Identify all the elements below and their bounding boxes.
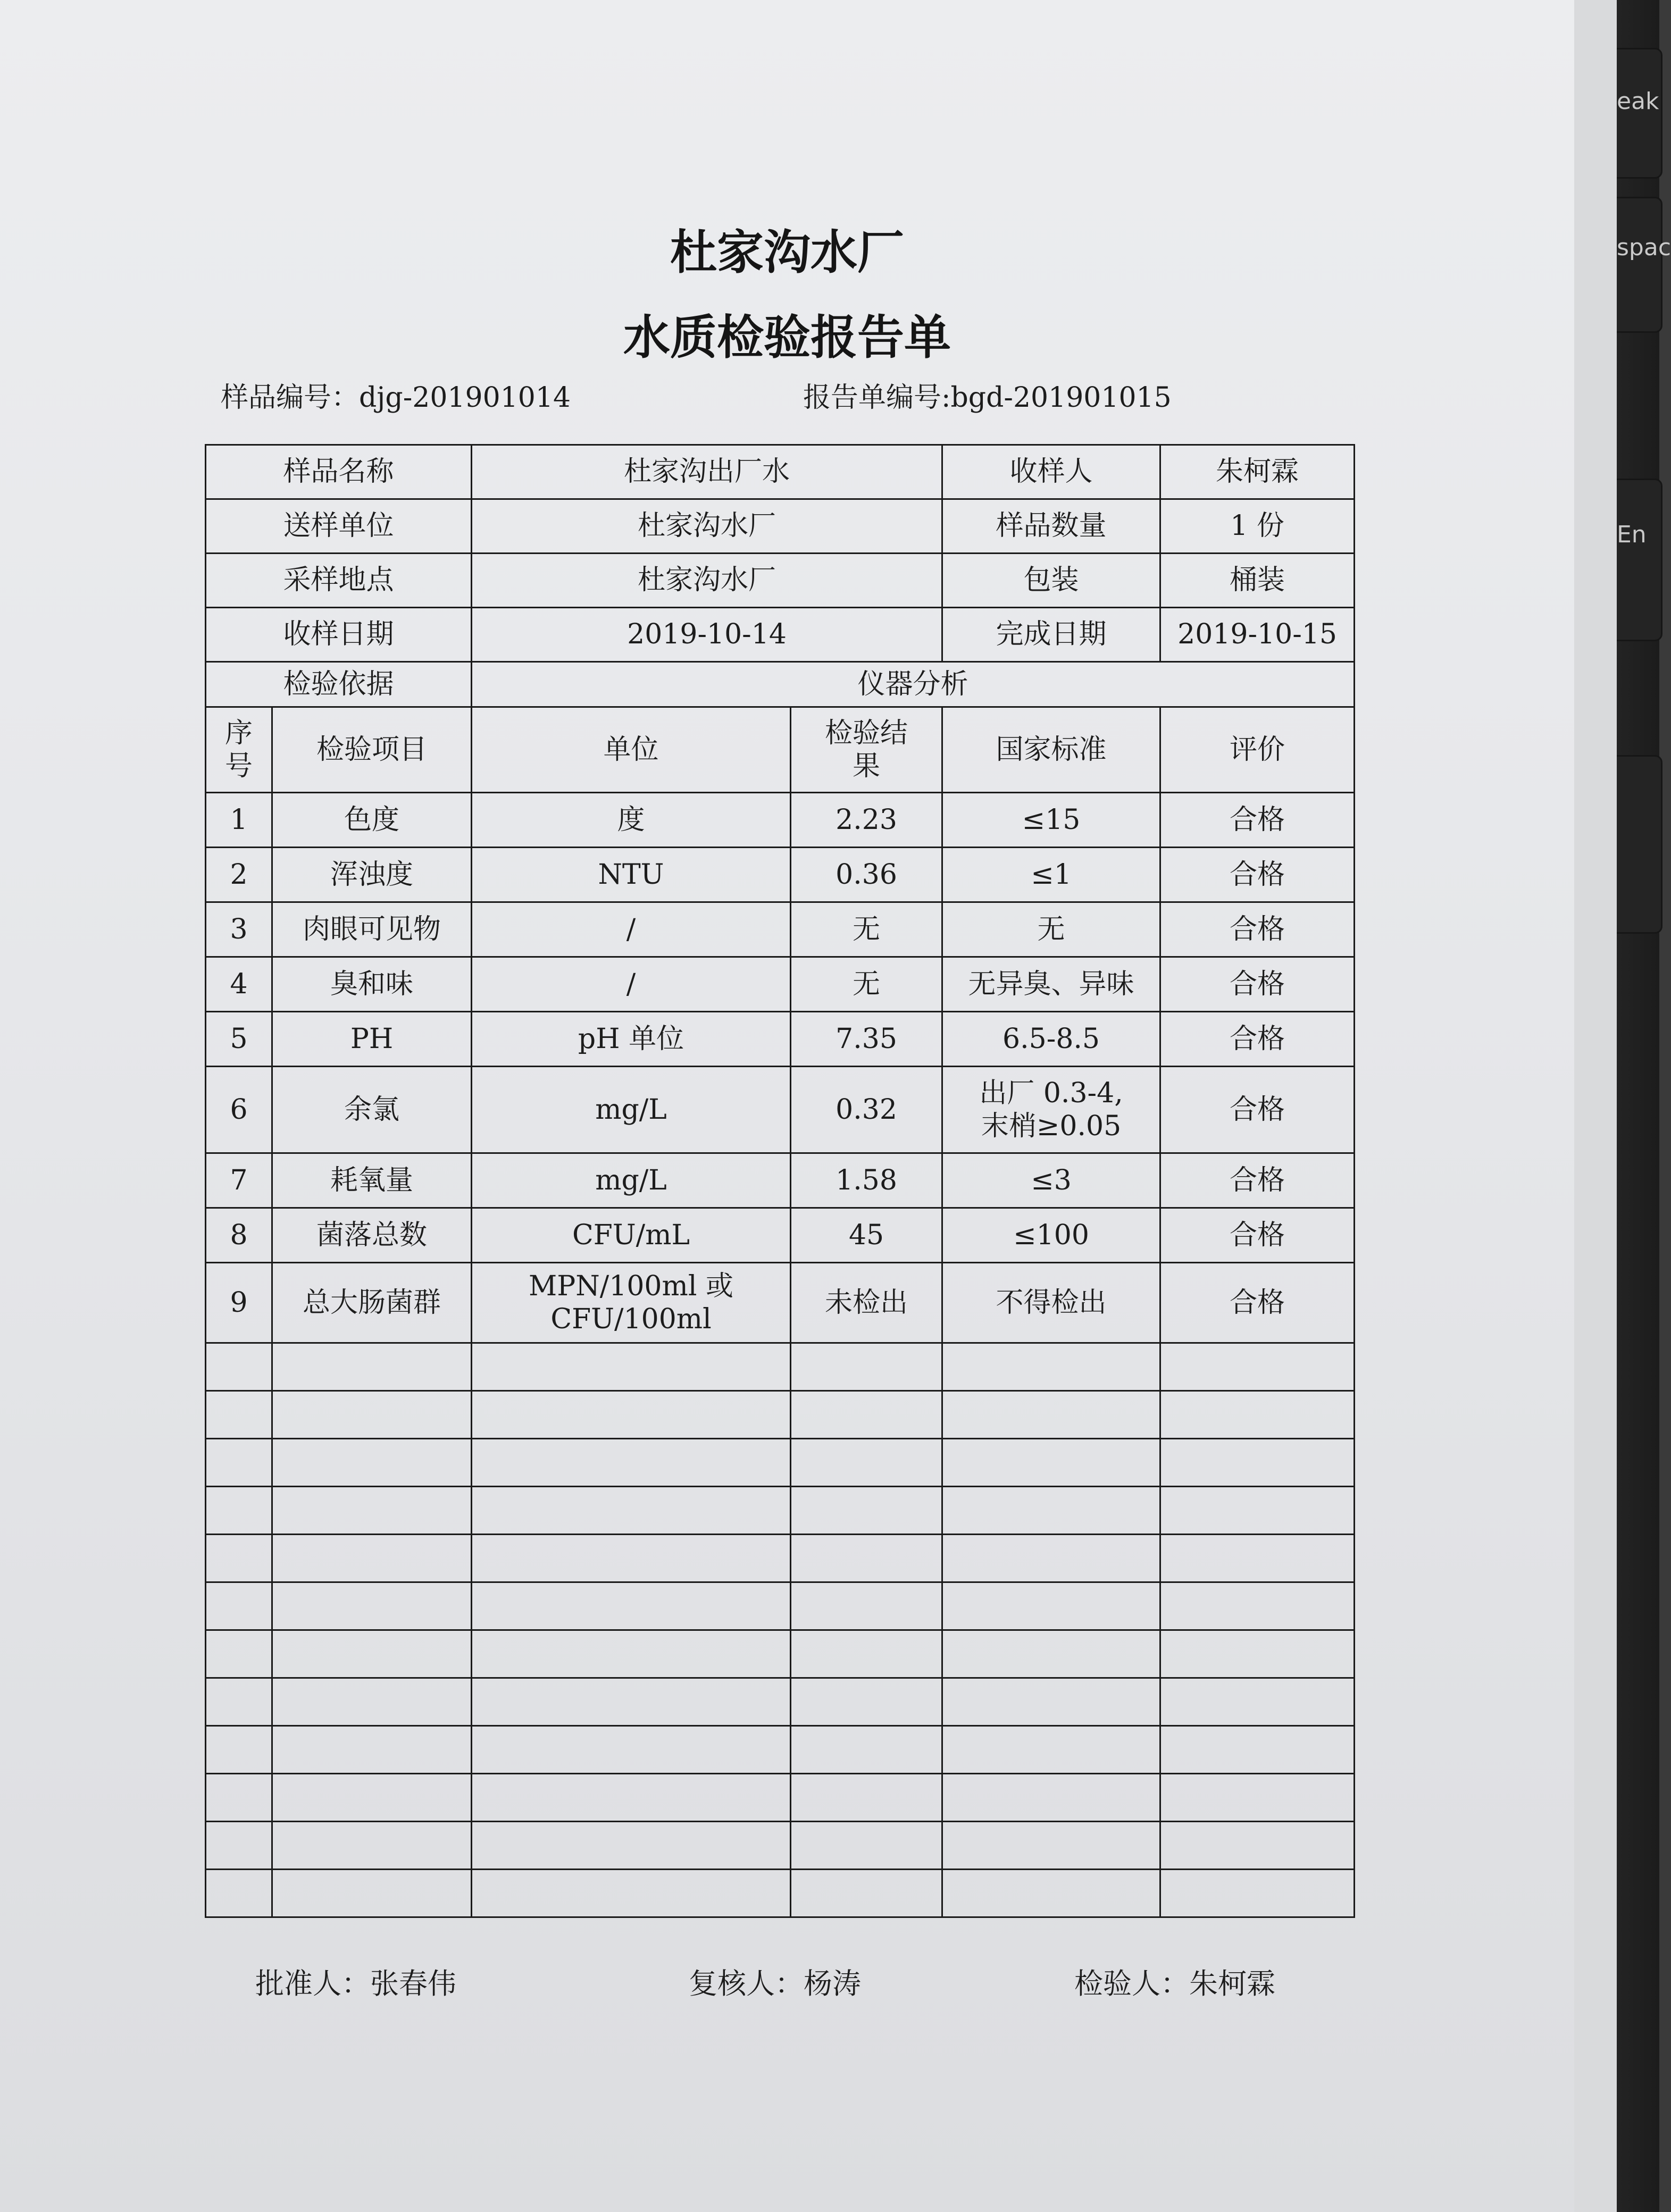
cell-item: 色度 bbox=[272, 793, 472, 848]
cell-evaluation: 合格 bbox=[1160, 1012, 1355, 1067]
empty-cell bbox=[206, 1678, 272, 1726]
empty-row bbox=[206, 1582, 1355, 1630]
quantity-label: 样品数量 bbox=[942, 499, 1160, 554]
cell-standard: ≤15 bbox=[942, 793, 1160, 848]
empty-cell bbox=[791, 1630, 942, 1678]
cell-seq: 7 bbox=[206, 1153, 272, 1208]
keyboard-key-label: spac bbox=[1617, 234, 1671, 261]
empty-cell bbox=[791, 1582, 942, 1630]
cell-evaluation: 合格 bbox=[1160, 957, 1355, 1012]
empty-cell bbox=[472, 1582, 791, 1630]
empty-cell bbox=[791, 1726, 942, 1774]
empty-cell bbox=[942, 1391, 1160, 1439]
basis-label: 检验依据 bbox=[206, 662, 472, 707]
empty-row bbox=[206, 1343, 1355, 1391]
empty-cell bbox=[942, 1487, 1160, 1535]
empty-cell bbox=[472, 1726, 791, 1774]
empty-cell bbox=[791, 1439, 942, 1487]
empty-cell bbox=[791, 1678, 942, 1726]
cell-evaluation: 合格 bbox=[1160, 1208, 1355, 1263]
header-unit: 单位 bbox=[472, 707, 791, 793]
document-subtitle: 水质检验报告单 bbox=[623, 309, 951, 365]
empty-cell bbox=[472, 1870, 791, 1917]
cell-seq: 5 bbox=[206, 1012, 272, 1067]
empty-cell bbox=[942, 1343, 1160, 1391]
empty-cell bbox=[272, 1439, 472, 1487]
empty-cell bbox=[472, 1391, 791, 1439]
inspection-table bbox=[205, 444, 1355, 1918]
empty-cell bbox=[272, 1870, 472, 1917]
cell-standard: 无异臭、异味 bbox=[942, 957, 1160, 1012]
empty-cell bbox=[206, 1630, 272, 1678]
empty-row bbox=[206, 1870, 1355, 1917]
cell-result: 未检出 bbox=[791, 1263, 942, 1343]
empty-cell bbox=[206, 1343, 272, 1391]
empty-cell bbox=[1160, 1630, 1355, 1678]
cell-seq: 3 bbox=[206, 902, 272, 957]
sample-number: 样品编号：djg-201901014 bbox=[221, 382, 571, 414]
empty-cell bbox=[791, 1822, 942, 1870]
empty-cell bbox=[206, 1582, 272, 1630]
empty-cell bbox=[1160, 1870, 1355, 1917]
cell-seq: 4 bbox=[206, 957, 272, 1012]
empty-row bbox=[206, 1487, 1355, 1535]
empty-row bbox=[206, 1678, 1355, 1726]
cell-unit: / bbox=[472, 957, 791, 1012]
empty-cell bbox=[272, 1343, 472, 1391]
cell-item: PH bbox=[272, 1012, 472, 1067]
empty-cell bbox=[472, 1822, 791, 1870]
empty-cell bbox=[1160, 1391, 1355, 1439]
empty-cell bbox=[272, 1726, 472, 1774]
empty-cell bbox=[272, 1774, 472, 1822]
empty-cell bbox=[791, 1774, 942, 1822]
empty-cell bbox=[942, 1582, 1160, 1630]
cell-seq: 9 bbox=[206, 1263, 272, 1343]
empty-cell bbox=[206, 1487, 272, 1535]
header-standard: 国家标准 bbox=[942, 707, 1160, 793]
empty-cell bbox=[472, 1535, 791, 1582]
cell-result: 0.36 bbox=[791, 848, 942, 902]
empty-row bbox=[206, 1822, 1355, 1870]
empty-cell bbox=[791, 1391, 942, 1439]
empty-row bbox=[206, 1535, 1355, 1582]
location-label: 采样地点 bbox=[206, 554, 472, 608]
empty-cell bbox=[272, 1630, 472, 1678]
empty-cell bbox=[1160, 1678, 1355, 1726]
cell-item: 肉眼可见物 bbox=[272, 902, 472, 957]
table-row bbox=[206, 1067, 1355, 1153]
empty-row bbox=[206, 1439, 1355, 1487]
empty-cell bbox=[791, 1343, 942, 1391]
empty-cell bbox=[272, 1487, 472, 1535]
cell-result: 7.35 bbox=[791, 1012, 942, 1067]
keyboard-key-label: eak bbox=[1617, 88, 1659, 115]
cell-item: 耗氧量 bbox=[272, 1153, 472, 1208]
empty-cell bbox=[206, 1774, 272, 1822]
cell-unit: mg/L bbox=[472, 1153, 791, 1208]
cell-unit: CFU/mL bbox=[472, 1208, 791, 1263]
table-row bbox=[206, 902, 1355, 957]
info-row bbox=[206, 499, 1355, 554]
table-row bbox=[206, 1012, 1355, 1067]
inspector-signature: 检验人：朱柯霖 bbox=[1074, 1967, 1275, 2000]
empty-cell bbox=[272, 1822, 472, 1870]
header-evaluation: 评价 bbox=[1160, 707, 1355, 793]
basis-value: 仪器分析 bbox=[472, 662, 1355, 707]
approver-signature: 批准人：张春伟 bbox=[255, 1967, 456, 2000]
table-row bbox=[206, 957, 1355, 1012]
info-row bbox=[206, 662, 1355, 707]
header-item: 检验项目 bbox=[272, 707, 472, 793]
info-row bbox=[206, 445, 1355, 499]
cell-seq: 1 bbox=[206, 793, 272, 848]
receive-date-label: 收样日期 bbox=[206, 608, 472, 662]
cell-result: 45 bbox=[791, 1208, 942, 1263]
empty-cell bbox=[791, 1535, 942, 1582]
receiver-label: 收样人 bbox=[942, 445, 1160, 499]
empty-cell bbox=[942, 1870, 1160, 1917]
table-row bbox=[206, 848, 1355, 902]
cell-standard: 6.5-8.5 bbox=[942, 1012, 1160, 1067]
table-row bbox=[206, 1263, 1355, 1343]
empty-cell bbox=[1160, 1535, 1355, 1582]
receiver-value: 朱柯霖 bbox=[1160, 445, 1355, 499]
empty-cell bbox=[206, 1822, 272, 1870]
cell-item: 菌落总数 bbox=[272, 1208, 472, 1263]
empty-cell bbox=[942, 1774, 1160, 1822]
empty-cell bbox=[942, 1726, 1160, 1774]
cell-evaluation: 合格 bbox=[1160, 1067, 1355, 1153]
cell-evaluation: 合格 bbox=[1160, 793, 1355, 848]
cell-unit: NTU bbox=[472, 848, 791, 902]
packing-value: 桶装 bbox=[1160, 554, 1355, 608]
cell-unit: MPN/100ml 或 CFU/100ml bbox=[472, 1263, 791, 1343]
empty-cell bbox=[272, 1678, 472, 1726]
empty-cell bbox=[206, 1870, 272, 1917]
empty-cell bbox=[1160, 1582, 1355, 1630]
cell-unit: 度 bbox=[472, 793, 791, 848]
cell-standard: ≤1 bbox=[942, 848, 1160, 902]
empty-cell bbox=[472, 1678, 791, 1726]
empty-cell bbox=[791, 1870, 942, 1917]
sender-label: 送样单位 bbox=[206, 499, 472, 554]
cell-standard: 不得检出 bbox=[942, 1263, 1160, 1343]
sample-name-label: 样品名称 bbox=[206, 445, 472, 499]
empty-cell bbox=[1160, 1774, 1355, 1822]
empty-cell bbox=[206, 1726, 272, 1774]
quantity-value: 1 份 bbox=[1160, 499, 1355, 554]
finish-date-value: 2019-10-15 bbox=[1160, 608, 1355, 662]
cell-unit: / bbox=[472, 902, 791, 957]
cell-result: 2.23 bbox=[791, 793, 942, 848]
keyboard-key-label: En bbox=[1617, 521, 1647, 548]
sample-name-value: 杜家沟出厂水 bbox=[472, 445, 942, 499]
header-result: 检验结 果 bbox=[791, 707, 942, 793]
empty-cell bbox=[1160, 1343, 1355, 1391]
empty-cell bbox=[272, 1535, 472, 1582]
empty-cell bbox=[942, 1439, 1160, 1487]
cell-item: 臭和味 bbox=[272, 957, 472, 1012]
cell-evaluation: 合格 bbox=[1160, 1153, 1355, 1208]
table-row bbox=[206, 793, 1355, 848]
cell-seq: 8 bbox=[206, 1208, 272, 1263]
empty-cell bbox=[206, 1439, 272, 1487]
empty-cell bbox=[472, 1630, 791, 1678]
empty-row bbox=[206, 1726, 1355, 1774]
report-number: 报告单编号:bgd-201901015 bbox=[803, 382, 1172, 414]
empty-row bbox=[206, 1630, 1355, 1678]
empty-cell bbox=[1160, 1726, 1355, 1774]
cell-result: 1.58 bbox=[791, 1153, 942, 1208]
empty-cell bbox=[791, 1487, 942, 1535]
cell-evaluation: 合格 bbox=[1160, 902, 1355, 957]
cell-result: 无 bbox=[791, 957, 942, 1012]
packing-label: 包装 bbox=[942, 554, 1160, 608]
info-row bbox=[206, 608, 1355, 662]
cell-standard: 无 bbox=[942, 902, 1160, 957]
cell-result: 0.32 bbox=[791, 1067, 942, 1153]
sender-value: 杜家沟水厂 bbox=[472, 499, 942, 554]
empty-cell bbox=[1160, 1439, 1355, 1487]
document-title: 杜家沟水厂 bbox=[670, 224, 904, 280]
cell-evaluation: 合格 bbox=[1160, 848, 1355, 902]
cell-unit: mg/L bbox=[472, 1067, 791, 1153]
info-row bbox=[206, 554, 1355, 608]
empty-row bbox=[206, 1391, 1355, 1439]
empty-cell bbox=[206, 1535, 272, 1582]
empty-row bbox=[206, 1774, 1355, 1822]
cell-item: 余氯 bbox=[272, 1067, 472, 1153]
empty-cell bbox=[272, 1391, 472, 1439]
empty-cell bbox=[472, 1487, 791, 1535]
location-value: 杜家沟水厂 bbox=[472, 554, 942, 608]
empty-cell bbox=[942, 1630, 1160, 1678]
table-row bbox=[206, 1208, 1355, 1263]
empty-cell bbox=[472, 1774, 791, 1822]
receive-date-value: 2019-10-14 bbox=[472, 608, 942, 662]
cell-standard: ≤100 bbox=[942, 1208, 1160, 1263]
cell-result: 无 bbox=[791, 902, 942, 957]
cell-evaluation: 合格 bbox=[1160, 1263, 1355, 1343]
cell-standard: 出厂 0.3-4, 末梢≥0.05 bbox=[942, 1067, 1160, 1153]
header-seq: 序 号 bbox=[206, 707, 272, 793]
cell-seq: 6 bbox=[206, 1067, 272, 1153]
cell-standard: ≤3 bbox=[942, 1153, 1160, 1208]
empty-cell bbox=[472, 1439, 791, 1487]
empty-cell bbox=[1160, 1822, 1355, 1870]
cell-item: 总大肠菌群 bbox=[272, 1263, 472, 1343]
empty-cell bbox=[1160, 1487, 1355, 1535]
reviewer-signature: 复核人：杨涛 bbox=[689, 1967, 861, 2000]
empty-cell bbox=[272, 1582, 472, 1630]
empty-cell bbox=[942, 1678, 1160, 1726]
table-row bbox=[206, 1153, 1355, 1208]
cell-seq: 2 bbox=[206, 848, 272, 902]
cell-item: 浑浊度 bbox=[272, 848, 472, 902]
empty-cell bbox=[942, 1535, 1160, 1582]
cell-unit: pH 单位 bbox=[472, 1012, 791, 1067]
empty-cell bbox=[472, 1343, 791, 1391]
finish-date-label: 完成日期 bbox=[942, 608, 1160, 662]
column-header-row bbox=[206, 707, 1355, 793]
empty-cell bbox=[942, 1822, 1160, 1870]
empty-cell bbox=[206, 1391, 272, 1439]
